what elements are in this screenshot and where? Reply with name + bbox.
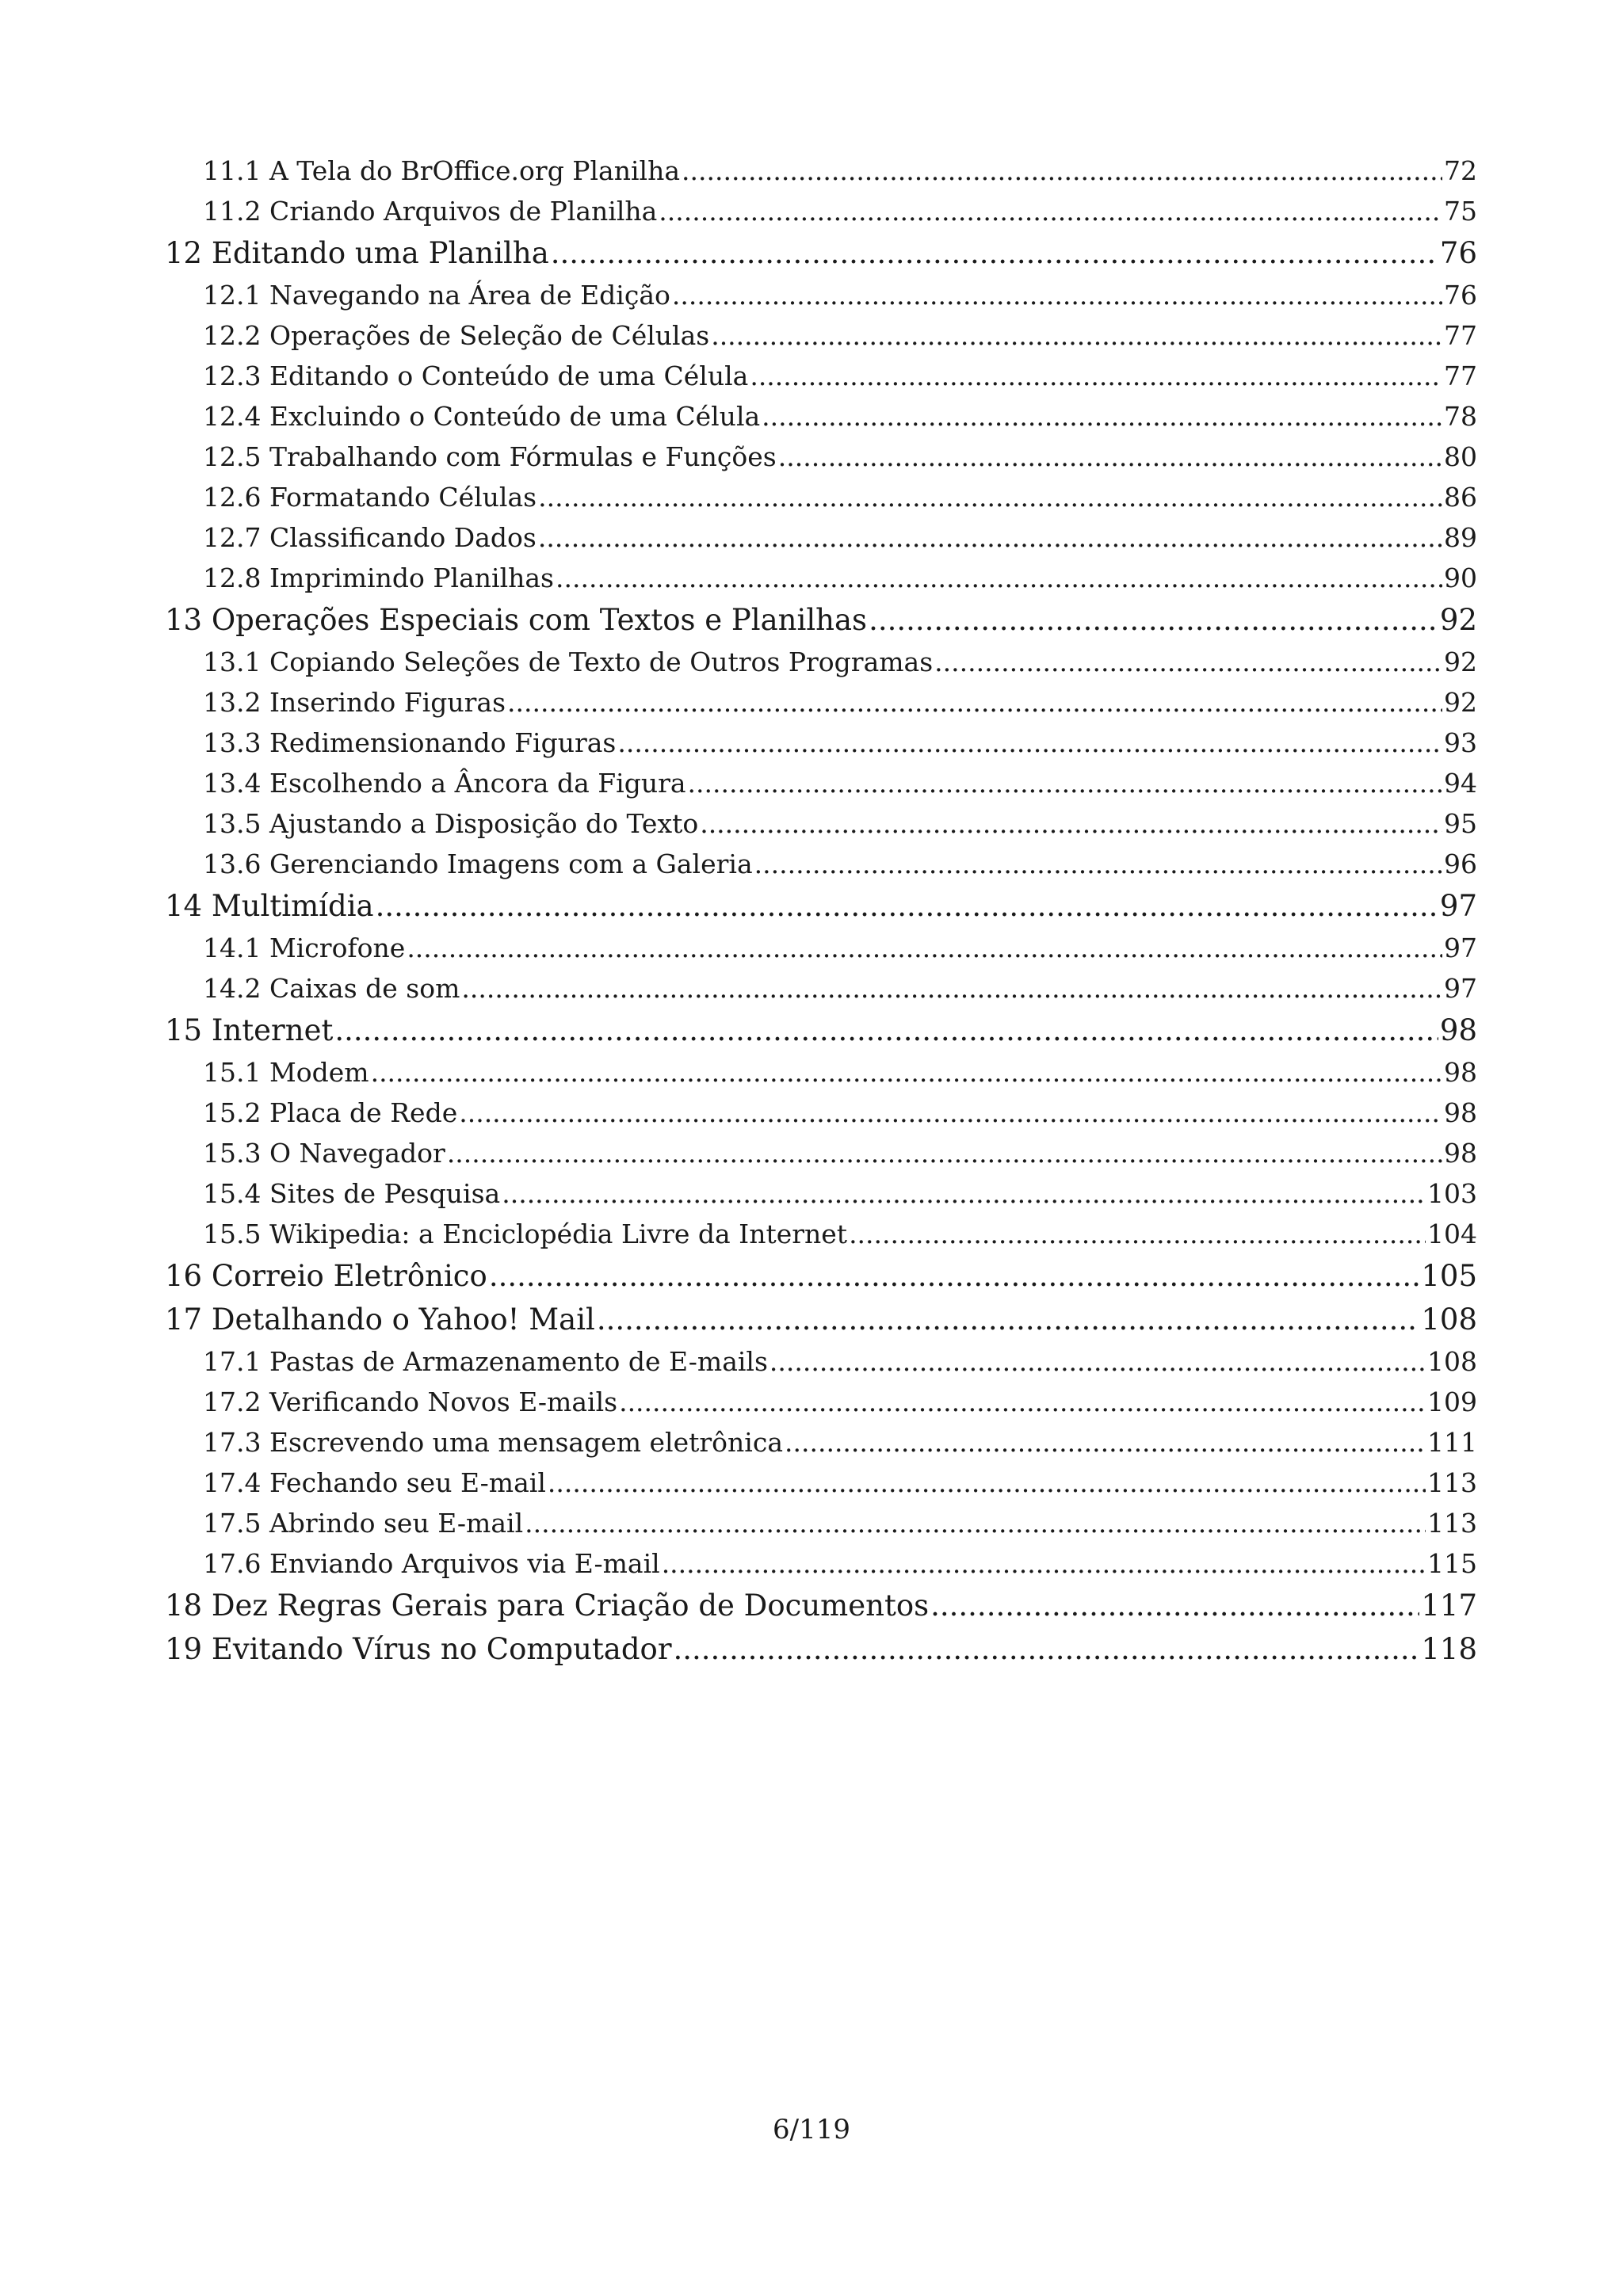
toc-chapter-title: 12 Editando uma Planilha [165, 236, 549, 270]
toc-entry-page: 98 [1444, 1057, 1477, 1088]
toc-entry-title: 15.5 Wikipedia: a Enciclopédia Livre da Internet [203, 1219, 848, 1249]
toc-leader-dots [762, 396, 1442, 437]
toc-leader-dots [672, 275, 1442, 315]
toc-leader-dots [447, 1133, 1442, 1173]
toc-entry-title: 17.1 Pastas de Armazenamento de E-mails [203, 1346, 768, 1377]
toc-leader-dots [376, 884, 1438, 928]
toc-entry[interactable] [165, 1133, 1477, 1173]
toc-chapter[interactable] [165, 1009, 1477, 1052]
toc-leader-dots [674, 1627, 1420, 1671]
toc-entry-title: 17.4 Fechando seu E-mail [203, 1467, 546, 1498]
toc-entry-page: 115 [1427, 1548, 1477, 1579]
toc-entry-title: 12.1 Navegando na Área de Edição [203, 280, 670, 311]
toc-entry-page: 76 [1444, 280, 1477, 311]
toc-entry[interactable] [165, 151, 1477, 191]
toc-entry-page: 97 [1444, 973, 1477, 1004]
toc-leader-dots [662, 1543, 1426, 1584]
toc-entry-page: 86 [1444, 482, 1477, 513]
toc-chapter[interactable] [165, 1627, 1477, 1671]
toc-entry-title: 13.2 Inserindo Figuras [203, 687, 506, 718]
page-number: 6/119 [773, 2114, 850, 2145]
toc-entry[interactable] [165, 803, 1477, 844]
toc-entry[interactable] [165, 477, 1477, 517]
toc-entry-title: 12.3 Editando o Conteúdo de uma Célula [203, 360, 749, 391]
toc-entry-title: 14.2 Caixas de som [203, 973, 460, 1004]
toc-entry[interactable] [165, 844, 1477, 884]
toc-entry-title: 11.2 Criando Arquivos de Planilha [203, 196, 658, 227]
toc-entry[interactable] [165, 763, 1477, 803]
toc-chapter-page: 105 [1421, 1259, 1477, 1293]
toc-entry-page: 77 [1444, 360, 1477, 391]
toc-entry[interactable] [165, 1422, 1477, 1463]
toc-entry-page: 72 [1444, 155, 1477, 186]
toc-chapter[interactable] [165, 1254, 1477, 1298]
toc-leader-dots [371, 1052, 1442, 1093]
toc-entry[interactable] [165, 1173, 1477, 1214]
toc-entry-page: 104 [1427, 1219, 1477, 1249]
toc-chapter[interactable] [165, 231, 1477, 275]
toc-entry[interactable] [165, 1093, 1477, 1133]
toc-entry-title: 15.2 Placa de Rede [203, 1097, 458, 1128]
toc-entry-page: 108 [1427, 1346, 1477, 1377]
toc-entry[interactable] [165, 1341, 1477, 1382]
toc-entry[interactable] [165, 723, 1477, 763]
toc-entry-page: 94 [1444, 768, 1477, 799]
toc-entry[interactable] [165, 968, 1477, 1009]
toc-entry-page: 93 [1444, 727, 1477, 758]
toc-entry-title: 13.6 Gerenciando Imagens com a Galeria [203, 849, 753, 879]
toc-leader-dots [597, 1298, 1419, 1341]
toc-leader-dots [619, 1382, 1426, 1422]
toc-chapter-title: 13 Operações Especiais com Textos e Planilhas [165, 603, 868, 637]
toc-entry-page: 111 [1427, 1427, 1477, 1458]
toc-chapter-title: 18 Dez Regras Gerais para Criação de Documentos [165, 1589, 930, 1623]
toc-chapter-page: 118 [1421, 1632, 1477, 1666]
toc-leader-dots [659, 191, 1442, 231]
toc-entry-page: 77 [1444, 320, 1477, 351]
toc-entry-page: 103 [1427, 1178, 1477, 1209]
toc-entry[interactable] [165, 928, 1477, 968]
toc-chapter-title: 17 Detalhando o Yahoo! Mail [165, 1302, 595, 1337]
toc-chapter-title: 16 Correio Eletrônico [165, 1259, 487, 1293]
toc-leader-dots [548, 1463, 1426, 1503]
toc-entry-title: 13.4 Escolhendo a Âncora da Figura [203, 768, 686, 799]
toc-entry[interactable] [165, 275, 1477, 315]
toc-entry-page: 92 [1444, 646, 1477, 677]
toc-leader-dots [556, 558, 1442, 598]
toc-leader-dots [459, 1093, 1442, 1133]
toc-entry-title: 12.2 Operações de Seleção de Células [203, 320, 710, 351]
toc-entry[interactable] [165, 1543, 1477, 1584]
toc-leader-dots [489, 1254, 1420, 1298]
toc-entry-page: 92 [1444, 687, 1477, 718]
toc-leader-dots [617, 723, 1442, 763]
toc-chapter-page: 108 [1421, 1302, 1477, 1337]
toc-entry-title: 11.1 A Tela do BrOffice.org Planilha [203, 155, 681, 186]
toc-leader-dots [778, 437, 1442, 477]
toc-entry[interactable] [165, 1382, 1477, 1422]
toc-leader-dots [525, 1503, 1426, 1543]
toc-chapter-page: 97 [1439, 889, 1477, 923]
toc-leader-dots [538, 517, 1442, 558]
toc-entry[interactable] [165, 356, 1477, 396]
toc-leader-dots [750, 356, 1442, 396]
toc-chapter-title: 19 Evitando Vírus no Computador [165, 1632, 672, 1666]
toc-entry-title: 15.3 O Navegador [203, 1138, 445, 1169]
toc-leader-dots [711, 315, 1442, 356]
toc-chapter[interactable] [165, 598, 1477, 642]
toc-chapter-page: 92 [1439, 603, 1477, 637]
toc-leader-dots [930, 1584, 1419, 1627]
toc-entry-title: 13.3 Redimensionando Figuras [203, 727, 617, 758]
toc-entry[interactable] [165, 1214, 1477, 1254]
toc-leader-dots [682, 151, 1442, 191]
toc-leader-dots [502, 1173, 1426, 1214]
toc-entry-title: 17.2 Verificando Novos E-mails [203, 1386, 618, 1417]
toc-leader-dots [849, 1214, 1426, 1254]
toc-entry-page: 97 [1444, 933, 1477, 963]
toc-entry-title: 13.5 Ajustando a Disposição do Texto [203, 808, 699, 839]
toc-entry-page: 95 [1444, 808, 1477, 839]
toc-leader-dots [688, 763, 1442, 803]
toc-leader-dots [334, 1009, 1438, 1052]
toc-entry[interactable] [165, 1052, 1477, 1093]
toc-chapter[interactable] [165, 1298, 1477, 1341]
toc-leader-dots [785, 1422, 1426, 1463]
toc-leader-dots [538, 477, 1442, 517]
table-of-contents [165, 151, 1477, 1671]
toc-entry-page: 113 [1427, 1508, 1477, 1539]
toc-leader-dots [769, 1341, 1426, 1382]
toc-leader-dots [551, 231, 1438, 275]
toc-entry[interactable] [165, 315, 1477, 356]
toc-entry-title: 15.4 Sites de Pesquisa [203, 1178, 501, 1209]
toc-entry[interactable] [165, 396, 1477, 437]
toc-chapter-page: 76 [1439, 236, 1477, 270]
toc-chapter[interactable] [165, 884, 1477, 928]
toc-entry-title: 13.1 Copiando Seleções de Texto de Outros Programas [203, 646, 934, 677]
toc-entry-title: 14.1 Microfone [203, 933, 406, 963]
toc-entry[interactable] [165, 1503, 1477, 1543]
toc-leader-dots [407, 928, 1442, 968]
toc-entry-page: 90 [1444, 563, 1477, 593]
toc-entry[interactable] [165, 558, 1477, 598]
toc-entry-page: 96 [1444, 849, 1477, 879]
toc-entry-title: 17.3 Escrevendo uma mensagem eletrônica [203, 1427, 783, 1458]
toc-entry[interactable] [165, 517, 1477, 558]
toc-entry-title: 17.5 Abrindo seu E-mail [203, 1508, 524, 1539]
toc-entry-page: 78 [1444, 401, 1477, 432]
toc-entry[interactable] [165, 191, 1477, 231]
toc-leader-dots [754, 844, 1442, 884]
toc-leader-dots [934, 642, 1442, 682]
toc-entry-title: 12.4 Excluindo o Conteúdo de uma Célula [203, 401, 761, 432]
toc-entry[interactable] [165, 1463, 1477, 1503]
toc-entry-title: 12.8 Imprimindo Planilhas [203, 563, 554, 593]
toc-entry-page: 80 [1444, 441, 1477, 472]
toc-entry-title: 12.6 Formatando Células [203, 482, 537, 513]
toc-leader-dots [461, 968, 1442, 1009]
toc-entry-title: 12.7 Classificando Dados [203, 522, 537, 553]
toc-entry-title: 12.5 Trabalhando com Fórmulas e Funções [203, 441, 777, 472]
toc-entry-page: 89 [1444, 522, 1477, 553]
toc-entry[interactable] [165, 437, 1477, 477]
toc-entry-title: 15.1 Modem [203, 1057, 369, 1088]
toc-chapter-page: 117 [1421, 1589, 1477, 1623]
toc-entry-title: 17.6 Enviando Arquivos via E-mail [203, 1548, 660, 1579]
toc-chapter[interactable] [165, 1584, 1477, 1627]
toc-leader-dots [700, 803, 1442, 844]
toc-chapter-page: 98 [1439, 1013, 1477, 1047]
toc-entry-page: 109 [1427, 1386, 1477, 1417]
toc-entry[interactable] [165, 682, 1477, 723]
toc-leader-dots [869, 598, 1438, 642]
toc-leader-dots [507, 682, 1442, 723]
toc-entry-page: 113 [1427, 1467, 1477, 1498]
toc-entry-page: 98 [1444, 1097, 1477, 1128]
toc-entry[interactable] [165, 642, 1477, 682]
toc-entry-page: 75 [1444, 196, 1477, 227]
toc-chapter-title: 15 Internet [165, 1013, 334, 1047]
toc-entry-page: 98 [1444, 1138, 1477, 1169]
toc-chapter-title: 14 Multimídia [165, 889, 374, 923]
